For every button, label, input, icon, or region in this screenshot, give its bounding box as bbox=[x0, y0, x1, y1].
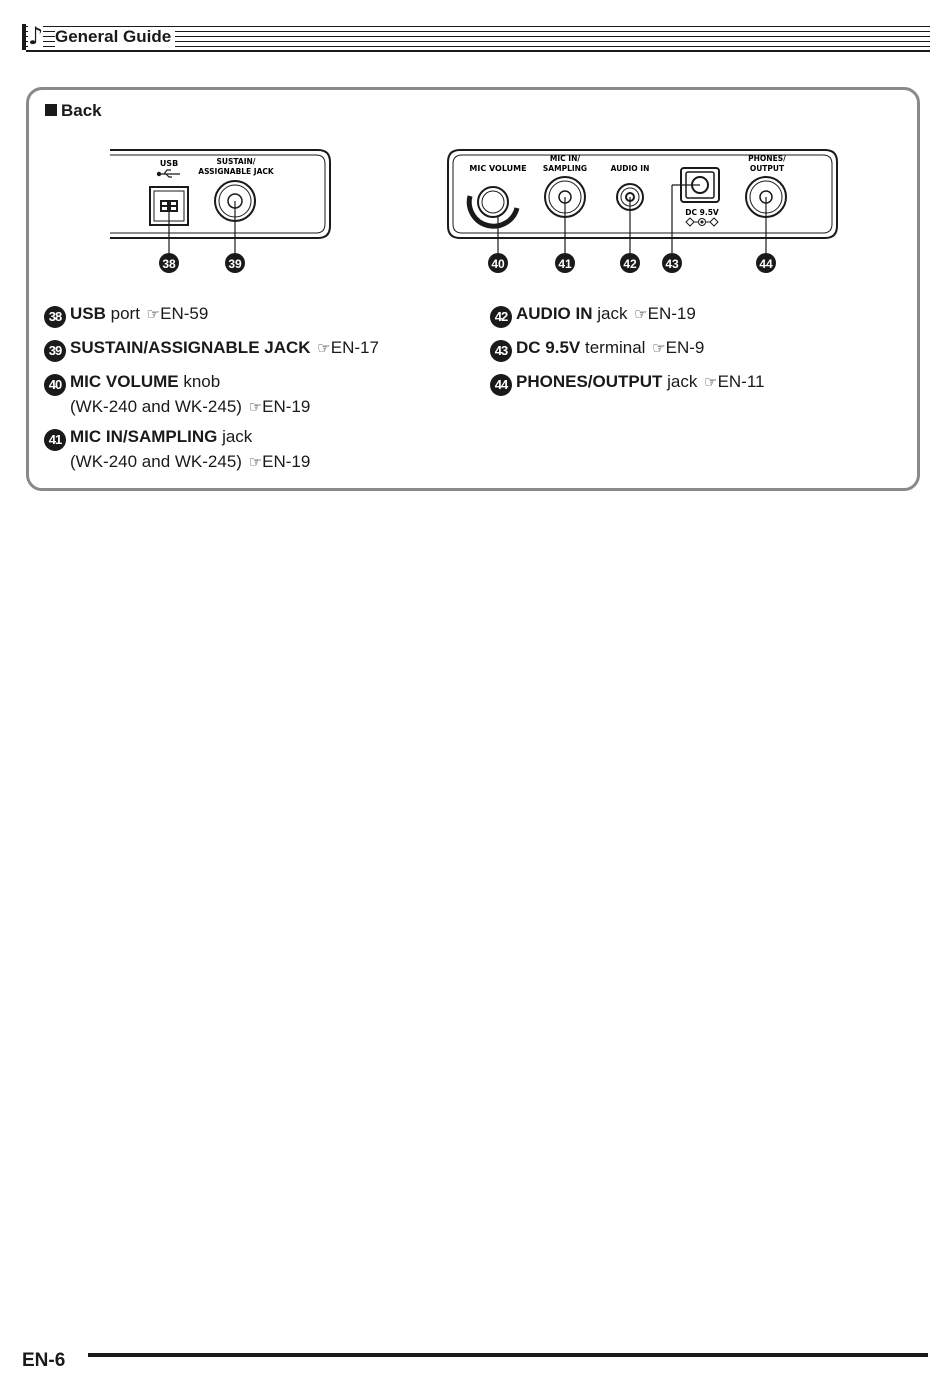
item-name: PHONES/OUTPUT bbox=[516, 372, 663, 391]
phones-label-line2: OUTPUT bbox=[749, 164, 785, 173]
item-number: 38 bbox=[44, 306, 66, 328]
item-type: port bbox=[110, 304, 140, 323]
callout-38 bbox=[159, 253, 179, 273]
section-title-text: Back bbox=[61, 101, 102, 120]
page-number: EN-6 bbox=[22, 1350, 66, 1371]
item-page-ref[interactable]: EN-19 bbox=[262, 452, 311, 471]
list-item bbox=[490, 337, 704, 362]
item-page-ref[interactable]: EN-59 bbox=[160, 304, 209, 323]
reference-icon: ☞ bbox=[652, 339, 666, 357]
back-panel-diagram bbox=[0, 0, 950, 300]
reference-icon: ☞ bbox=[248, 398, 263, 416]
callout-44-text: 44 bbox=[759, 257, 773, 271]
item-note-line bbox=[44, 396, 310, 418]
page-title: General Guide bbox=[55, 27, 175, 47]
item-page-ref[interactable]: EN-19 bbox=[647, 304, 696, 323]
callout-40-text: 40 bbox=[491, 257, 505, 271]
list-item bbox=[44, 337, 379, 362]
item-type: terminal bbox=[584, 338, 646, 357]
callout-38-text: 38 bbox=[162, 257, 176, 271]
polarity-symbol-icon bbox=[686, 218, 718, 226]
callout-leader-lines bbox=[169, 185, 766, 253]
phones-label-line1: PHONES/ bbox=[748, 154, 786, 163]
item-name: AUDIO IN bbox=[516, 304, 593, 323]
list-item bbox=[44, 371, 310, 418]
reference-icon: ☞ bbox=[248, 453, 263, 471]
item-number: 39 bbox=[44, 340, 66, 362]
list-item bbox=[44, 426, 310, 473]
item-number: 41 bbox=[44, 429, 66, 451]
callout-40 bbox=[488, 253, 508, 273]
item-name: USB bbox=[70, 304, 106, 323]
callout-41 bbox=[555, 253, 575, 273]
callout-42-text: 42 bbox=[623, 257, 637, 271]
reference-icon: ☞ bbox=[317, 339, 331, 357]
item-number: 42 bbox=[490, 306, 512, 328]
item-type: jack bbox=[222, 427, 253, 446]
item-number: 43 bbox=[490, 340, 512, 362]
callout-43 bbox=[662, 253, 682, 273]
item-name: DC 9.5V bbox=[516, 338, 581, 357]
music-note-icon: ♪ bbox=[28, 22, 44, 50]
mic-in-label-line1: MIC IN/ bbox=[549, 154, 581, 163]
item-model-note: (WK-240 and WK-245) bbox=[70, 397, 242, 416]
usb-symbol-icon bbox=[157, 170, 180, 177]
dc-label: DC 9.5V bbox=[685, 208, 719, 217]
reference-icon: ☞ bbox=[634, 305, 648, 323]
list-item bbox=[490, 303, 696, 328]
audio-in-label: AUDIO IN bbox=[610, 164, 650, 173]
item-type: knob bbox=[183, 372, 221, 391]
callout-42 bbox=[620, 253, 640, 273]
item-model-note: (WK-240 and WK-245) bbox=[70, 452, 242, 471]
item-number: 44 bbox=[490, 374, 512, 396]
reference-icon: ☞ bbox=[146, 305, 161, 323]
item-page-ref[interactable]: EN-17 bbox=[330, 338, 379, 357]
callout-39 bbox=[225, 253, 245, 273]
item-page-ref[interactable]: EN-11 bbox=[717, 372, 765, 391]
callout-41-text: 41 bbox=[558, 257, 572, 271]
sustain-label-line2: ASSIGNABLE JACK bbox=[198, 167, 274, 176]
sustain-label-line1: SUSTAIN/ bbox=[216, 157, 256, 166]
footer-rule bbox=[88, 1353, 928, 1357]
reference-icon: ☞ bbox=[704, 373, 718, 391]
item-name: MIC VOLUME bbox=[70, 372, 179, 391]
mic-volume-knob bbox=[469, 187, 517, 226]
item-type: jack bbox=[667, 372, 698, 391]
callout-39-text: 39 bbox=[228, 257, 242, 271]
mic-volume-label: MIC VOLUME bbox=[469, 164, 527, 173]
item-page-ref[interactable]: EN-19 bbox=[262, 397, 311, 416]
item-note-line bbox=[44, 451, 310, 473]
mic-in-label-line2: SAMPLING bbox=[542, 164, 588, 173]
item-name: SUSTAIN/ASSIGNABLE JACK bbox=[70, 338, 311, 357]
callout-44 bbox=[756, 253, 776, 273]
list-item bbox=[490, 371, 765, 396]
item-name: MIC IN/SAMPLING bbox=[70, 427, 218, 446]
item-number: 40 bbox=[44, 374, 66, 396]
item-type: jack bbox=[597, 304, 628, 323]
item-page-ref[interactable]: EN-9 bbox=[665, 338, 705, 357]
usb-label: USB bbox=[159, 159, 179, 168]
callout-43-text: 43 bbox=[665, 257, 679, 271]
list-item bbox=[44, 303, 208, 328]
